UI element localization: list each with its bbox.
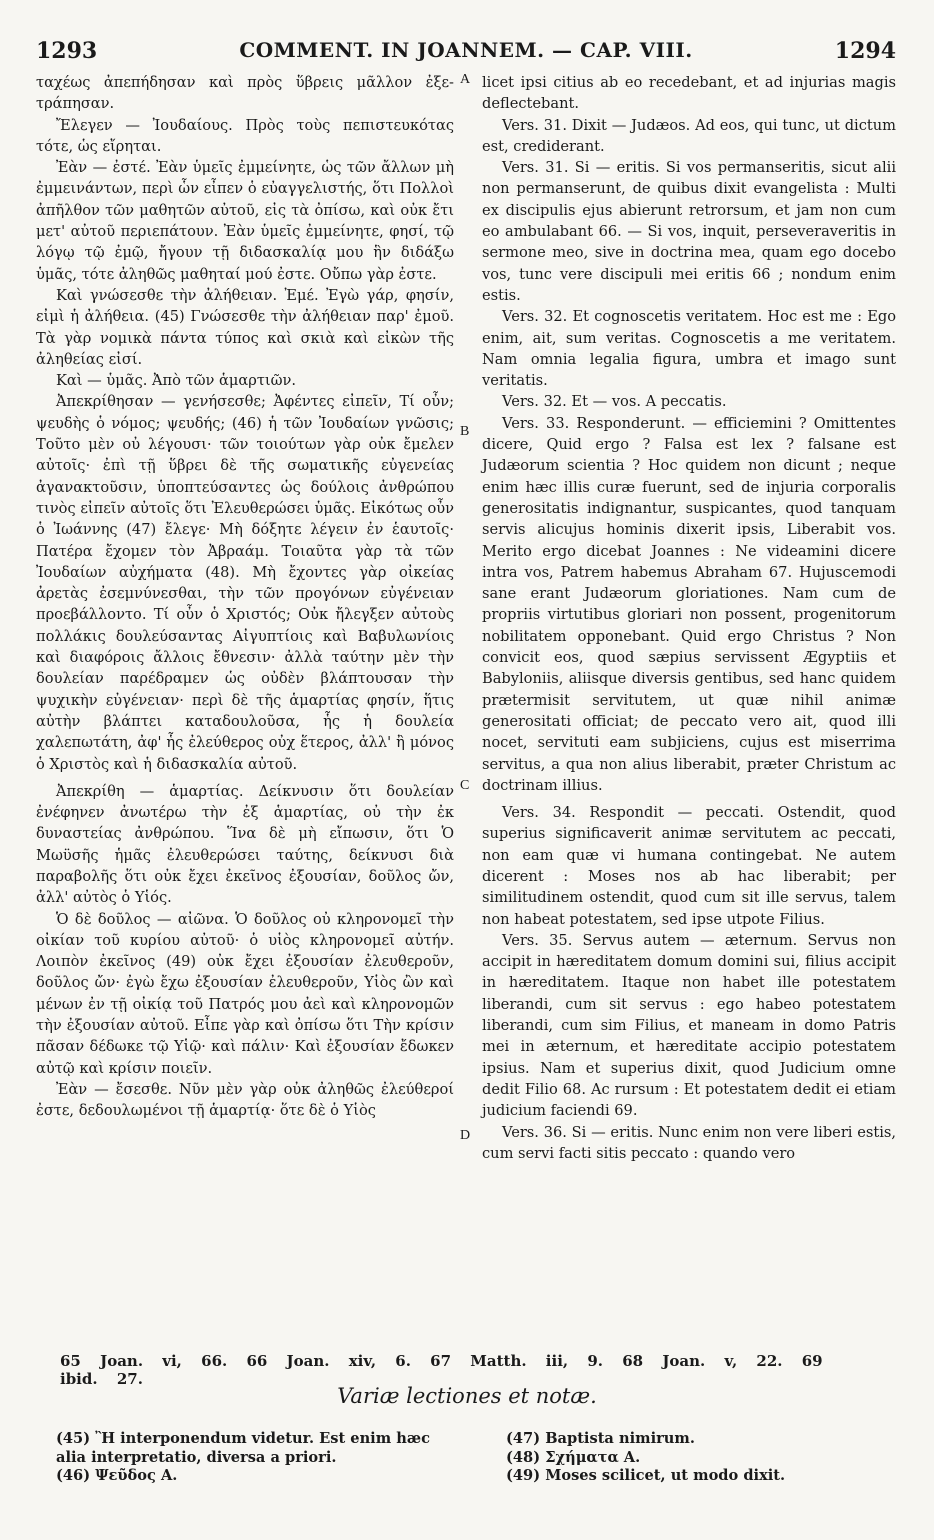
notes-left-column — [56, 1430, 456, 1486]
margin-marker-c: C — [460, 778, 470, 793]
variant-note: (46) Ψεῦδος A. — [56, 1467, 178, 1484]
variant-note: (49) Moses scilicet, ut modo dixit. — [506, 1467, 786, 1484]
greek-column — [36, 72, 454, 1122]
latin-paragraph: Vers. 36. Si — eritis. Nunc enim non vere liberi estis, cum servi facti sitis peccato : quando vero — [482, 1123, 896, 1162]
greek-paragraph: Ἐὰν — ἐστέ. Ἐὰν ὑμεῖς ἐμμείνητε, ὡς τῶν ἄλλων μὴ ἐμμεινάντων, περὶ ὧν εἶπεν ὁ εὐαγγελιστής, ὅτι Πολλοὶ ἀπῆλθον τῶν μαθητῶν αὐτοῦ, εἰς τὰ ὀπίσω, καὶ οὐκ ἔτι μετ' αὐτοῦ περιεπάτουν. Ἐὰν ὑμεῖς ἐμμείνητε, φησί, τῷ λόγῳ τῷ ἐμῷ, ἤγουν τῇ διδασκαλίᾳ μου ἣν διδάξω ὑμᾶς, τότε ἀληθῶς μαθηταί μού ἐστε. Οὔπω γὰρ ἐστε. — [36, 159, 454, 283]
greek-paragraph: Ἀπεκρίθησαν — γενήσεσθε; Ἀφέντες εἰπεῖν, Τί οὖν; ψευδὴς ὁ νόμος; ψευδής; (46) ἡ τῶν Ἰουδαίων γνῶσις; Τοῦτο μὲν οὐ λέγουσι· τῶν τοιούτων γὰρ οὐκ ἔμελεν αὐτοῖς· ἐπὶ τῇ ὕβρει δὲ τῆς σωματικῆς εὐγενείας ἀγανακτοῦσιν, ὑποπτεύσαντες ὡς δούλοις ἀνθρώπου τινὸς εἰπεῖν αὐτοῖς ὅτι Ἐλευθερώσει ὑμᾶς. Εἰκότως οὖν ὁ Ἰωάννης (47) ἔλεγε· Μὴ δόξητε λέγειν ἐν ἑαυτοῖς· Πατέρα ἔχομεν τὸν Ἀβραάμ. Τοιαῦτα γὰρ τὰ τῶν Ἰουδαίων αὐχήματα (48). Μὴ ἔχοντες γὰρ οἰκείας ἀρετὰς ἐσεμνύνεσθαι, τὴν τῶν προγόνων εὐγένειαν προεβάλλοντο. Τί οὖν ὁ Χριστός; Οὐκ ἤλεγξεν αὐτοὺς πολλάκις δουλεύσαντας Αἰγυπτίοις καὶ Βαβυλωνίοις καὶ διαφόροις ἄλλοις ἔθνεσιν· ἀλλὰ ταύτην μὲν τὴν δουλείαν παρέδραμεν ὡς οὐδὲν βλάπτουσαν τὴν ψυχικὴν εὐγένειαν· περὶ δὲ τῆς ἁμαρτίας φησίν, ἥτις αὐτὴν βλάπτει καταδουλοῦσα, ἧς ἡ δουλεία χαλεπωτάτη, ἀφ' ἧς ἐλεύθερος οὐχ ἕτερος, ἀλλ' ἢ μόνος ὁ Χριστὸς καὶ ἡ διδασκαλία αὐτοῦ. — [36, 393, 454, 773]
latin-paragraph: Vers. 31. Dixit — Judæos. Ad eos, qui tunc, ut dictum est, crediderant. — [482, 116, 896, 155]
latin-paragraph: licet ipsi citius ab eo recedebant, et ad injurias magis deflectebant. — [482, 74, 896, 113]
variant-note: (48) Σχήματα A. — [506, 1448, 641, 1466]
latin-paragraph: Vers. 34. Respondit — peccati. Ostendit, quod superius significaverit animæ servitutem ac peccati, non eam quæ vi humana contingebat. Ne autem dicerent : Moses nos ab hac liberabit; per similitudinem ostendit, quod cum sit ille servus, talem non habeat potestatem, sed ipse utpote Filius. — [482, 804, 896, 928]
margin-marker-a: A — [460, 72, 471, 87]
greek-paragraph: Ἐὰν — ἔσεσθε. Νῦν μὲν γὰρ οὐκ ἀληθῶς ἐλεύθεροί ἐστε, δεδουλωμένοι τῇ ἁμαρτίᾳ· ὅτε δὲ ὁ Υἱὸς — [36, 1080, 454, 1120]
latin-column — [482, 72, 896, 1164]
latin-paragraph: Vers. 35. Servus autem — æternum. Servus non accipit in hæreditatem domum domini sui, filius accipit in hæreditatem. Itaque non habet ille potestatem liberandi, cum sit servus : ego habeo potestatem liberandi, cum sim Filius, et maneam in domo Patris mei in æternum, et hæreditate accipio potestatem ipsius. Nam et superius dixit, quod Judicium omne dedit Filio 68. Ac rursum : Et potestatem dedit ei etiam judicium faciendi 69. — [482, 931, 896, 1120]
latin-paragraph: Vers. 32. Et — vos. A peccatis. — [502, 393, 727, 411]
margin-marker-b: B — [460, 424, 470, 439]
greek-paragraph: Καὶ — ὑμᾶς. Ἀπὸ τῶν ἁμαρτιῶν. — [56, 372, 297, 390]
scripture-footnotes: 65 Joan. vi, 66. 66 Joan. xiv, 6. 67 Matth. iii, 9. 68 Joan. v, 22. 69 ibid. 27. — [60, 1352, 823, 1388]
page-number-left: 1293 — [36, 38, 98, 64]
greek-paragraph: Ἀπεκρίθη — ἁμαρτίας. Δείκνυσιν ὅτι δουλείαν ἐνέφηνεν ἀνωτέρω τὴν ἐξ ἁμαρτίας, οὐ τὴν ἐκ δυναστείας ἀνθρώπου. Ἵνα δὲ μὴ εἴπωσιν, ὅτι Ὁ Μωϋσῆς ἡμᾶς ἐλευθερώσει ταύτης, δείκνυσι διὰ παραβολῆς ὅτι οὐκ ἔχει ἐκεῖνος ἐξουσίαν, δοῦλος ὤν, ἀλλ' αὐτὸς ὁ Υἱός. — [36, 782, 454, 907]
greek-paragraph: Καὶ γνώσεσθε τὴν ἀλήθειαν. Ἐμέ. Ἐγὼ γάρ, φησίν, εἰμὶ ἡ ἀλήθεια. (45) Γνώσεσθε τὴν ἀλήθειαν παρ' ἐμοῦ. Τὰ γὰρ νομικὰ πάντα τύπος καὶ σκιὰ καὶ εἰκὼν τῆς ἀληθείας εἰσί. — [36, 286, 454, 368]
latin-paragraph: Vers. 31. Si — eritis. Si vos permanseritis, sicut alii non permanserunt, de quibus dixit evangelista : Multi ex discipulis ejus abierunt retrorsum, et jam non cum eo ambulabant 66. — Si vos, inquit, perseveraveritis in sermone meo, sive in doctrina mea, quam ego docebo vos, tunc vere discipuli mei eritis 66 ; nondum enim estis. — [482, 159, 896, 304]
lectiones-heading: Variæ lectiones et notæ. — [337, 1384, 597, 1408]
running-header — [36, 38, 896, 64]
greek-paragraph: Ἔλεγεν — Ἰουδαίους. Πρὸς τοὺς πεπιστευκότας τότε, ὡς εἴρηται. — [36, 116, 454, 155]
page-number-right: 1294 — [834, 38, 896, 64]
latin-paragraph: Vers. 32. Et cognoscetis veritatem. Hoc est me : Ego enim, ait, sum veritas. Cognoscetis a me veritatem. Nam omnia legalia figura, umbra et imago sunt veritatis. — [482, 308, 896, 390]
notes-right-column — [506, 1430, 886, 1486]
variant-note: (47) Baptista nimirum. — [506, 1430, 695, 1447]
greek-paragraph: ταχέως ἀπεπήδησαν καὶ πρὸς ὕβρεις μᾶλλον ἐξε- τράπησαν. — [36, 74, 454, 113]
running-title: COMMENT. IN JOANNEM. — CAP. VIII. — [239, 38, 693, 62]
greek-paragraph: Ὁ δὲ δοῦλος — αἰῶνα. Ὁ δοῦλος οὐ κληρονομεῖ τὴν οἰκίαν τοῦ κυρίου αὐτοῦ· ὁ υἱὸς κληρονομεῖ αὐτήν. Λοιπὸν ἐκεῖνος (49) οὐκ ἔχει ἐξουσίαν ἐλευθεροῦν, δοῦλος ὤν· ἐγὼ ἔχω ἐξουσίαν ἐλευθεροῦν, Υἱὸς ὢν καὶ μένων ἐν τῇ οἰκίᾳ τοῦ Πατρός μου ἀεὶ καὶ κληρονομῶν τὴν ἐξουσίαν αὐτοῦ. Εἶπε γὰρ καὶ ὀπίσω ὅτι Τὴν κρίσιν πᾶσαν δέδωκε τῷ Υἱῷ· καὶ πάλιν· Καὶ ἐξουσίαν ἔδωκεν αὐτῷ καὶ κρίσιν ποιεῖν. — [36, 910, 454, 1077]
latin-paragraph: Vers. 33. Responderunt. — efficiemini ? Omittentes dicere, Quid ergo ? Falsa est lex ? falsane est Judæorum scientia ? Hoc quidem non dicunt ; neque enim hæc illis curæ fuerunt, sed de injuria corporalis generositatis indignantur, suspicantes, quod tanquam servis alicujus hominis dixerit ipsis, Liberabit vos. Merito ergo dicebat Joannes : Ne videamini dicere intra vos, Patrem habemus Abraham 67. Hujuscemodi sane erant Judæorum gloriationes. Nam cum de propriis virtutibus gloriari non possent, progenitorum nobilitatem opponebant. Quid ergo Christus ? Non convicit eos, quod sæpius servissent Ægyptiis et Babyloniis, aliisque diversis gentibus, sed hanc quidem prætermisit servitutem, ut quæ nihil animæ generositati officiat; de peccato vero ait, quod illi nocet, servituti eam subjiciens, cujus est miserrima servitus, a qua non alius liberabit, præter Christum ac doctrinam illius. — [482, 414, 896, 794]
variant-note: (45) Ἢ interponendum videtur. Est enim hæc alia interpretatio, diversa a priori. — [56, 1430, 430, 1466]
margin-marker-d: D — [460, 1128, 471, 1143]
